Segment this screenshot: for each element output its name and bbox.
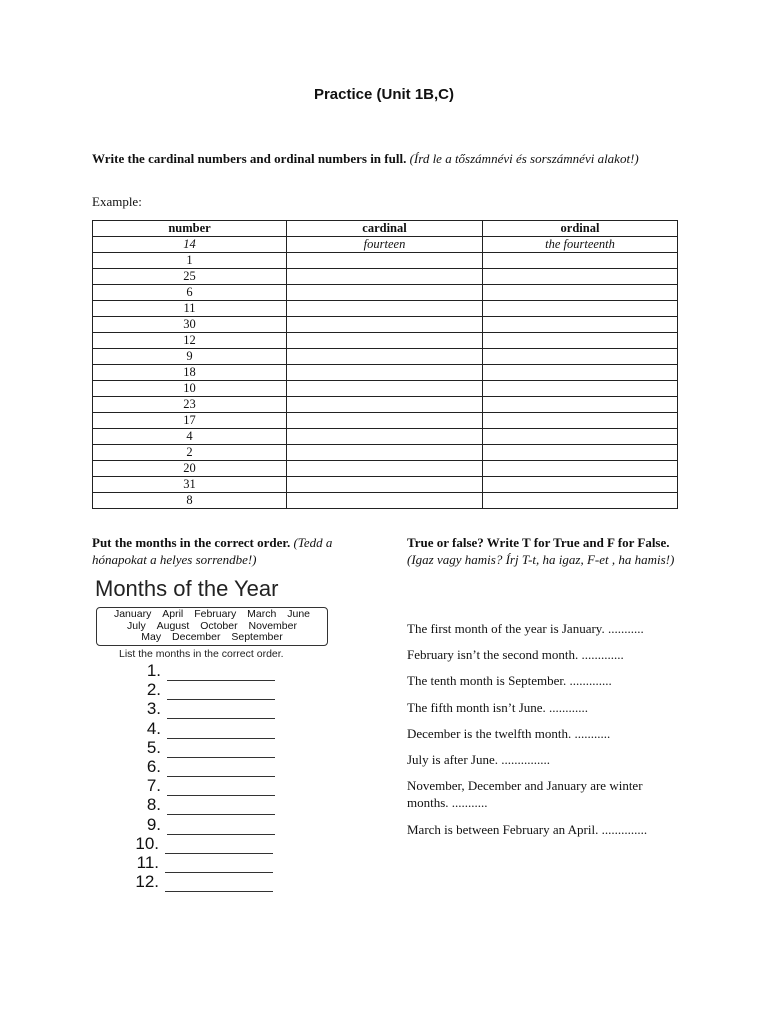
true-false-statement: The first month of the year is January. ...........	[407, 621, 644, 636]
month-order-line	[133, 739, 275, 758]
order-number: 7.	[146, 776, 161, 796]
cardinal-answer-cell[interactable]	[287, 493, 483, 509]
word-bank-row-3	[97, 632, 327, 644]
table-row	[93, 445, 678, 461]
task1-instruction	[92, 150, 682, 167]
month-order-line	[131, 835, 273, 854]
cardinal-answer-cell[interactable]	[287, 429, 483, 445]
month-order-line	[133, 681, 275, 700]
table-row	[93, 413, 678, 429]
task2-instruction-bold: Put the months in the correct order.	[92, 535, 291, 550]
ordinal-answer-cell[interactable]	[483, 493, 678, 509]
month-order-line	[133, 816, 275, 835]
word-bank-month: November	[248, 619, 297, 632]
cardinal-answer-cell[interactable]	[287, 477, 483, 493]
example-ordinal: the fourteenth	[483, 237, 678, 253]
cardinal-answer-cell[interactable]	[287, 381, 483, 397]
example-row	[93, 237, 678, 253]
ordinal-answer-cell[interactable]	[483, 413, 678, 429]
true-false-statement: November, December and January are winter months. ...........	[407, 778, 643, 810]
true-false-statement: December is the twelfth month. ...........	[407, 726, 611, 741]
cardinal-answer-cell[interactable]	[287, 333, 483, 349]
answer-blank[interactable]	[167, 800, 275, 815]
word-bank-month: June	[287, 608, 311, 620]
word-bank-month: September	[231, 631, 283, 643]
true-false-statement: March is between February an April. ..............	[407, 822, 648, 837]
table-row	[93, 349, 678, 365]
ordinal-answer-cell[interactable]	[483, 253, 678, 269]
table-row	[93, 493, 678, 509]
months-word-bank	[96, 607, 328, 646]
table-row	[93, 333, 678, 349]
month-order-line	[133, 700, 275, 719]
months-worksheet-image	[93, 576, 333, 898]
task3-instruction	[407, 534, 682, 568]
number-cell: 23	[93, 397, 287, 413]
table-row	[93, 253, 678, 269]
months-list-instruction: List the months in the correct order.	[119, 648, 284, 660]
months-heading: Months of the Year	[95, 576, 279, 601]
order-number: 9.	[146, 814, 161, 834]
order-number: 3.	[146, 699, 161, 719]
word-bank-month: August	[156, 619, 190, 632]
example-number: 14	[93, 237, 287, 253]
order-number: 12.	[135, 872, 159, 892]
answer-blank[interactable]	[167, 685, 275, 700]
header-number: number	[93, 221, 287, 237]
number-cell: 6	[93, 285, 287, 301]
month-order-line	[133, 758, 275, 777]
ordinal-answer-cell[interactable]	[483, 269, 678, 285]
ordinal-answer-cell[interactable]	[483, 317, 678, 333]
month-order-line	[133, 777, 275, 796]
month-order-line	[133, 796, 275, 815]
number-cell: 12	[93, 333, 287, 349]
table-row	[93, 269, 678, 285]
answer-blank[interactable]	[167, 781, 275, 796]
order-number: 8.	[146, 795, 161, 815]
word-bank-row-1	[97, 609, 327, 621]
order-number: 10.	[135, 833, 159, 853]
ordinal-answer-cell[interactable]	[483, 461, 678, 477]
task2-instruction	[92, 534, 382, 568]
word-bank-month: July	[127, 619, 146, 632]
order-number: 11.	[136, 853, 159, 872]
word-bank-month: October	[200, 619, 238, 632]
table-row	[93, 381, 678, 397]
table-row	[93, 317, 678, 333]
example-cardinal: fourteen	[287, 237, 483, 253]
ordinal-answer-cell[interactable]	[483, 397, 678, 413]
word-bank-month: April	[162, 608, 184, 620]
number-cell: 2	[93, 445, 287, 461]
ordinal-answer-cell[interactable]	[483, 365, 678, 381]
true-false-statement: February isn’t the second month. .............	[407, 647, 624, 662]
word-bank-month: December	[172, 631, 221, 643]
month-order-line	[131, 854, 273, 873]
order-number: 4.	[146, 718, 161, 738]
order-number: 2.	[146, 680, 161, 700]
cardinal-answer-cell[interactable]	[287, 317, 483, 333]
month-order-line	[133, 662, 275, 681]
cardinal-answer-cell[interactable]	[287, 301, 483, 317]
true-false-statement: The tenth month is September. .............	[407, 673, 612, 688]
answer-blank[interactable]	[167, 704, 275, 719]
cardinal-answer-cell[interactable]	[287, 349, 483, 365]
order-number: 5.	[146, 737, 161, 757]
number-cell: 30	[93, 317, 287, 333]
task1-instruction-italic: (Írd le a tőszámnévi és sorszámnévi alakot!)	[409, 151, 639, 166]
true-false-statement: The fifth month isn’t June. ............	[407, 700, 589, 715]
number-cell: 18	[93, 365, 287, 381]
page-title: Practice (Unit 1B,C)	[313, 86, 455, 103]
answer-blank[interactable]	[167, 743, 275, 758]
answer-blank[interactable]	[165, 877, 273, 892]
number-cell: 20	[93, 461, 287, 477]
number-cell: 25	[93, 269, 287, 285]
task3-instruction-bold: True or false? Write T for True and F for False.	[407, 535, 670, 550]
answer-blank[interactable]	[167, 820, 275, 835]
table-row	[93, 429, 678, 445]
number-cell: 11	[93, 301, 287, 317]
word-bank-month: January	[113, 608, 152, 620]
cardinal-answer-cell[interactable]	[287, 365, 483, 381]
ordinal-answer-cell[interactable]	[483, 445, 678, 461]
ordinal-answer-cell[interactable]	[483, 285, 678, 301]
ordinal-answer-cell[interactable]	[483, 477, 678, 493]
numbers-table	[92, 220, 678, 509]
table-row	[93, 365, 678, 381]
cardinal-answer-cell[interactable]	[287, 445, 483, 461]
true-false-statement: July is after June. ...............	[407, 752, 550, 767]
ordinal-answer-cell[interactable]	[483, 333, 678, 349]
task2-instruction-italic: (Tedd a hónapokat a helyes sorrendbe!)	[92, 535, 333, 567]
ordinal-answer-cell[interactable]	[483, 429, 678, 445]
number-cell: 4	[93, 429, 287, 445]
table-row	[93, 397, 678, 413]
number-cell: 31	[93, 477, 287, 493]
example-label: Example:	[92, 194, 142, 209]
word-bank-month: March	[247, 608, 277, 620]
number-cell: 17	[93, 413, 287, 429]
answer-blank[interactable]	[167, 762, 275, 777]
order-number: 6.	[146, 757, 161, 776]
number-cell: 8	[93, 493, 287, 509]
answer-blank[interactable]	[165, 839, 273, 854]
ordinal-answer-cell[interactable]	[483, 301, 678, 317]
task3-instruction-italic: (Igaz vagy hamis? Írj T-t, ha igaz, F-et , ha hamis!)	[407, 552, 675, 567]
word-bank-month: February	[194, 608, 237, 620]
answer-blank[interactable]	[165, 858, 273, 873]
cardinal-answer-cell[interactable]	[287, 269, 483, 285]
month-order-line	[133, 720, 275, 739]
word-bank-month: May	[141, 631, 162, 643]
ordinal-answer-cell[interactable]	[483, 349, 678, 365]
ordinal-answer-cell[interactable]	[483, 381, 678, 397]
header-cardinal: cardinal	[287, 221, 483, 237]
cardinal-answer-cell[interactable]	[287, 397, 483, 413]
order-number: 1.	[146, 661, 161, 680]
table-row	[93, 477, 678, 493]
number-cell: 1	[93, 253, 287, 269]
cardinal-answer-cell[interactable]	[287, 285, 483, 301]
answer-blank[interactable]	[167, 666, 275, 681]
header-ordinal: ordinal	[483, 221, 678, 237]
table-row	[93, 285, 678, 301]
cardinal-answer-cell[interactable]	[287, 413, 483, 429]
table-row	[93, 461, 678, 477]
answer-blank[interactable]	[167, 724, 275, 739]
task1-instruction-bold: Write the cardinal numbers and ordinal numbers in full.	[92, 151, 407, 166]
cardinal-answer-cell[interactable]	[287, 253, 483, 269]
table-row	[93, 301, 678, 317]
number-cell: 10	[93, 381, 287, 397]
cardinal-answer-cell[interactable]	[287, 461, 483, 477]
number-cell: 9	[93, 349, 287, 365]
table-header-row	[93, 221, 678, 237]
month-order-line	[131, 873, 273, 892]
